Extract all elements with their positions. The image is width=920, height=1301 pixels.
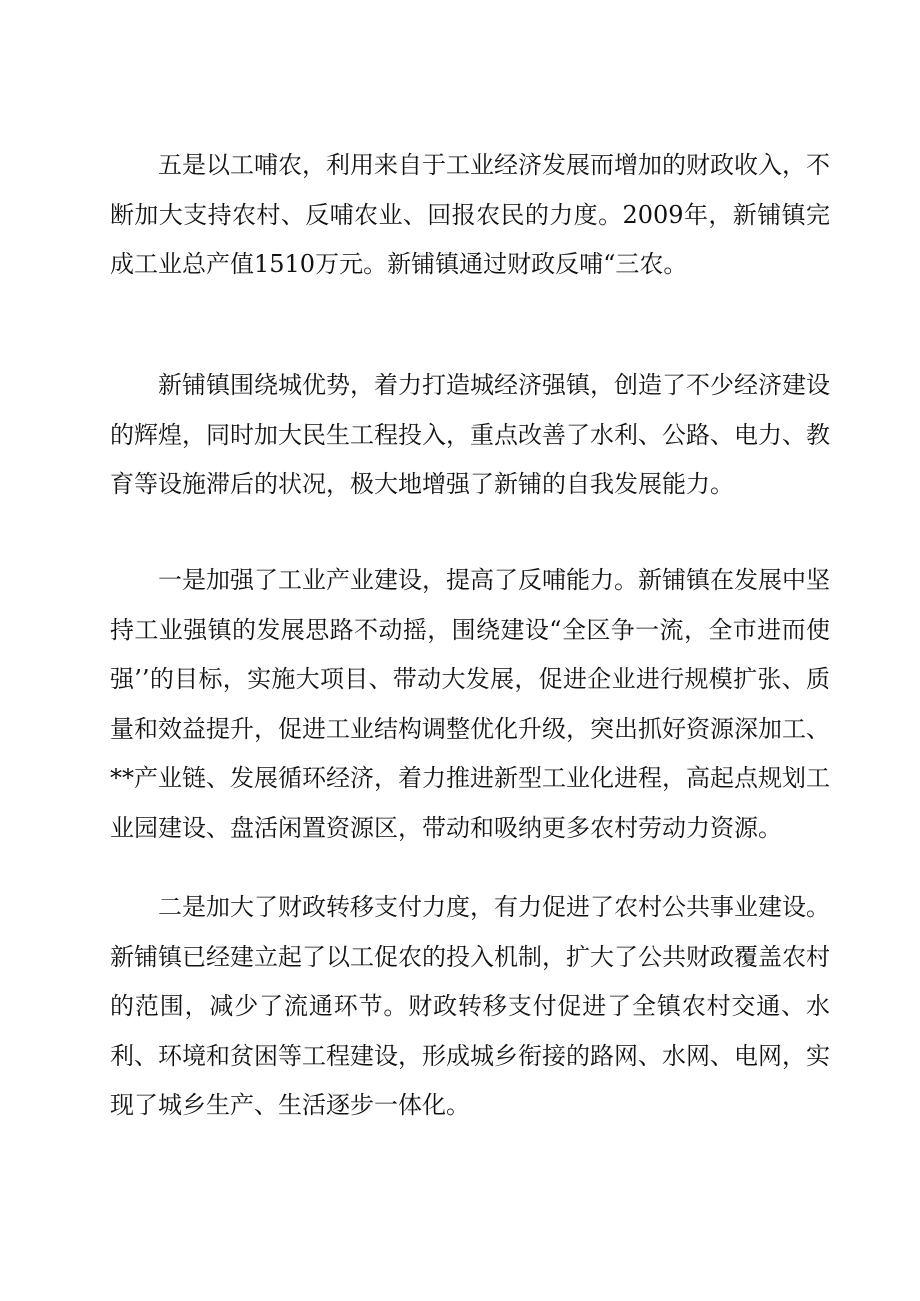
paragraph-town-development: 新铺镇围绕城优势，着力打造城经济强镇，创造了不少经济建设的辉煌，同时加大民生工程投入，重点改善了水利、公路、电力、教育等设施滞后的状况，极大地增强了新铺的自我发展能力。 (110, 371, 830, 498)
paragraph-fiscal-transfer: 二是加大了财政转移支付力度，有力促进了农村公共事业建设。新铺镇已经建立起了以工促农的投入机制，扩大了公共财政覆盖农村的范围，减少了流通环节。财政转移支付促进了全镇农村交通、水利、环境和贫困等工程建设，形成城乡衔接的路网、水网、电网，实现了城乡生产、生活逐步一体化。 (110, 893, 830, 1119)
paragraph-industry-supports-agriculture: 五是以工哺农，利用来自于工业经济发展而增加的财政收入，不断加大支持农村、反哺农业、回报农民的力度。2009年，新铺镇完成工业总产值1510万元。新铺镇通过财政反哺“三农。 (110, 151, 830, 278)
paragraph-industrial-construction: 一是加强了工业产业建设，提高了反哺能力。新铺镇在发展中坚持工业强镇的发展思路不动摇，围绕建设“全区争一流，全市进而使强’’的目标，实施大项目、带动大发展，促进企业进行规模扩张、质量和效益提升，促进工业结构调整优化升级，突出抓好资源深加工、**产业链、发展循环经济，着力推进新型工业化进程，高起点规划工业园建设、盘活闲置资源区，带动和吸纳更多农村劳动力资源。 (110, 566, 830, 842)
